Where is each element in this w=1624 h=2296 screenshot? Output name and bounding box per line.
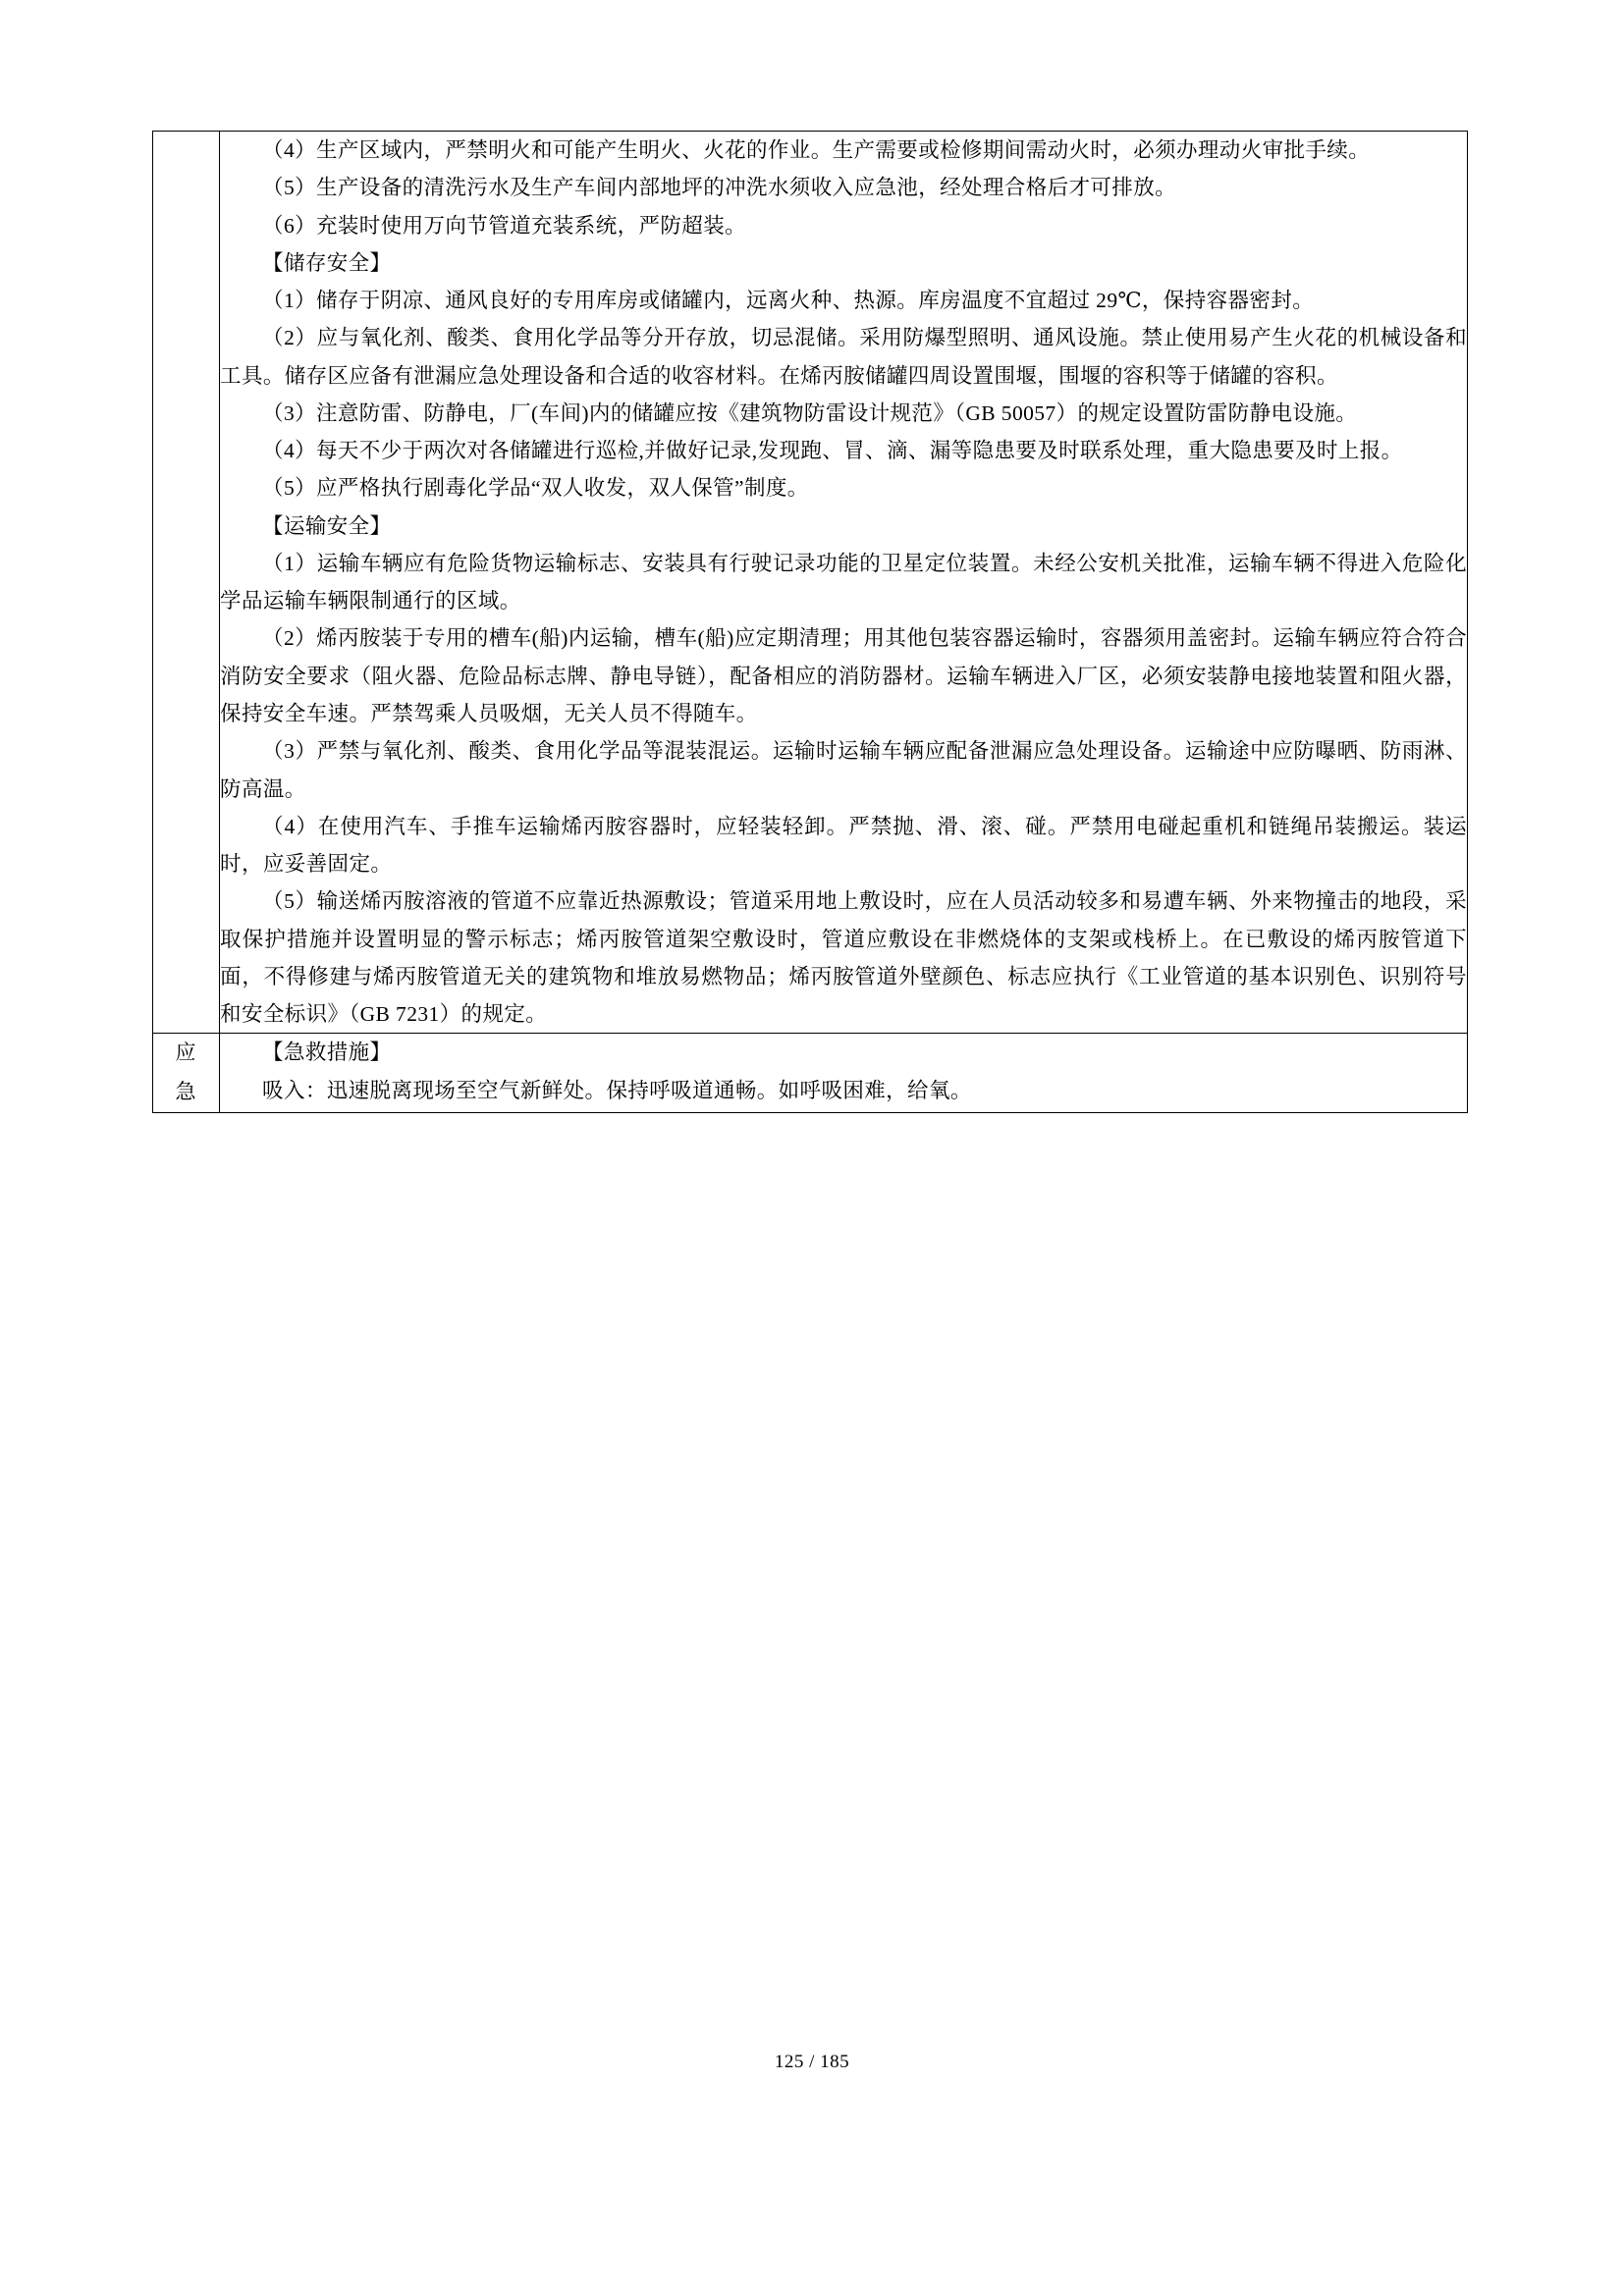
paragraph: （2）烯丙胺装于专用的槽车(船)内运输，槽车(船)应定期清理；用其他包装容器运输时，容器须用盖密封。运输车辆应符合符合消防安全要求（阻火器、危险品标志牌、静电导链），配备相应的消防器材。运输车辆进入厂区，必须安装静电接地装置和阻火器，保持安全车速。严禁驾乘人员吸烟，无关人员不得随车。 (220, 626, 1467, 725)
page-number: 125 / 185 (774, 2052, 850, 2072)
row-body-cell-emergency (220, 1034, 1468, 1113)
paragraph: （3）严禁与氧化剂、酸类、食用化学品等混装混运。运输时运输车辆应配备泄漏应急处理设备。运输途中应防曝晒、防雨淋、防高温。 (220, 739, 1467, 801)
paragraph: （6）充装时使用万向节管道充装系统，严防超装。 (262, 213, 746, 238)
row-label-cell-empty (153, 132, 220, 1034)
paragraph: （5）应严格执行剧毒化学品“双人收发，双人保管”制度。 (262, 476, 809, 501)
paragraph: （3）注意防雷、防静电，厂(车间)内的储罐应按《建筑物防雷设计规范》（GB 50057）的规定设置防雷防静电设施。 (262, 400, 1358, 425)
row-label-char-1: 应 (175, 1041, 197, 1065)
table-row (153, 1034, 1468, 1113)
paragraph: （4）生产区域内，严禁明火和可能产生明火、火花的作业。生产需要或检修期间需动火时，必须办理动火审批手续。 (262, 138, 1371, 162)
paragraph: （5）输送烯丙胺溶液的管道不应靠近热源敷设；管道采用地上敷设时，应在人员活动较多和易遭车辆、外来物撞击的地段，采取保护措施并设置明显的警示标志；烯丙胺管道架空敷设时，管道应敷设在非燃烧体的支架或栈桥上。在已敷设的烯丙胺管道下面，不得修建与烯丙胺管道无关的建筑物和堆放易燃物品；烯丙胺管道外壁颜色、标志应执行《工业管道的基本识别色、识别符号和安全标识》（GB 7231）的规定。 (220, 889, 1467, 1027)
section-heading-transport-safety: 【运输安全】 (262, 513, 392, 538)
row-label-char-2: 急 (175, 1080, 197, 1104)
paragraph: （4）在使用汽车、手推车运输烯丙胺容器时，应轻装轻卸。严禁抛、滑、滚、碰。严禁用电碰起重机和链绳吊装搬运。装运时，应妥善固定。 (220, 814, 1467, 877)
paragraph: （2）应与氧化剂、酸类、食用化学品等分开存放，切忌混储。采用防爆型照明、通风设施。禁止使用易产生火花的机械设备和工具。储存区应备有泄漏应急处理设备和合适的收容材料。在烯丙胺储罐四周设置围堰，围堰的容积等于储罐的容积。 (220, 326, 1467, 388)
section-heading-storage-safety: 【储存安全】 (262, 250, 392, 275)
paragraph: （1）储存于阴凉、通风良好的专用库房或储罐内，远离火种、热源。库房温度不宜超过 29℃，保持容器密封。 (262, 289, 1315, 313)
paragraph: 吸入：迅速脱离现场至空气新鲜处。保持呼吸道通畅。如呼吸困难，给氧。 (262, 1078, 972, 1102)
row-label-cell-emergency (153, 1034, 220, 1113)
paragraph: （5）生产设备的清洗污水及生产车间内部地坪的冲洗水须收入应急池，经处理合格后才可排放。 (262, 176, 1177, 200)
content-table (152, 131, 1468, 1113)
paragraph: （1）运输车辆应有危险货物运输标志、安装具有行驶记录功能的卫星定位装置。未经公安机关批准，运输车辆不得进入危险化学品运输车辆限制通行的区域。 (220, 551, 1467, 614)
table-row (153, 132, 1468, 1034)
section-heading-first-aid: 【急救措施】 (262, 1041, 392, 1065)
paragraph: （4）每天不少于两次对各储罐进行巡检,并做好记录,发现跑、冒、滴、漏等隐患要及时联系处理，重大隐患要及时上报。 (262, 439, 1403, 463)
row-body-cell-safety (220, 132, 1468, 1034)
